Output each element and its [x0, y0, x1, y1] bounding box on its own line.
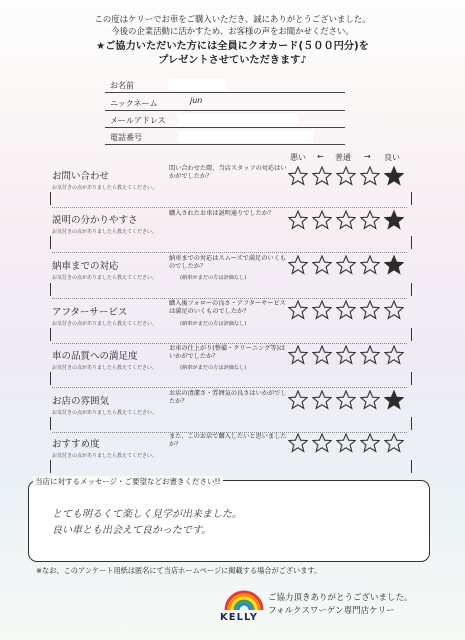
scale-bad: 悪い [290, 153, 306, 162]
star-outline-icon[interactable] [312, 255, 332, 275]
name-redaction [168, 79, 226, 91]
shop-name: フォルクスワーゲン専門店ケリー [268, 606, 395, 616]
question-note: お気付きの点がありましたら教えてください。 [52, 185, 158, 191]
comment-bracket[interactable] [50, 460, 412, 473]
headline-line-1: ★ご協力いただいた方には全員にクオカード(５００円分)を [96, 41, 369, 52]
star-outline-icon[interactable] [360, 210, 380, 230]
message-label: 当店に対するメッセージ・ご要望などお書きください!! [35, 477, 221, 486]
star-outline-icon[interactable] [288, 345, 308, 365]
divider [52, 298, 407, 299]
question-title: 説明の分かりやすさ [52, 215, 138, 226]
intro-line-2: 今後の企業活動に活かすため、お客様の声をお聞かせください。 [111, 26, 354, 36]
phone-line [105, 144, 345, 145]
nickname-label: ニックネーム [110, 99, 158, 108]
question-desc: お店の清潔さ・雰囲気の良さはいかがでしたか？ [169, 390, 287, 405]
star-outline-icon[interactable] [312, 300, 332, 320]
star-outline-icon[interactable] [288, 433, 308, 453]
star-outline-icon[interactable] [360, 255, 380, 275]
star-filled-icon[interactable] [384, 255, 404, 275]
phone-label: 電話番号 [110, 133, 142, 142]
question-note: お気付きの点がありましたら教えてください。 [52, 229, 158, 235]
divider [52, 207, 407, 208]
question-title: 車の品質への満足度 [52, 351, 138, 362]
star-outline-icon[interactable] [360, 300, 380, 320]
message-handwriting-line-2: 良い車とも出会えて良かったです。 [52, 525, 212, 536]
comment-bracket[interactable] [50, 328, 412, 341]
rainbow-logo-icon [222, 584, 266, 612]
question-note: お気付きの点がありましたら教えてください。 [52, 453, 158, 459]
star-outline-icon[interactable] [336, 390, 356, 410]
question-note: お気付きの点がありましたら教えてください。 [52, 275, 158, 281]
intro-line-1: この度はケリーでお車をご購入いただき、誠にありがとうございました。 [94, 14, 371, 24]
star-outline-icon[interactable] [288, 255, 308, 275]
scale-right-arrow: → [364, 152, 371, 161]
star-outline-icon[interactable] [288, 300, 308, 320]
star-outline-icon[interactable] [288, 166, 308, 186]
question-note: お気付きの点がありましたら教えてください。 [52, 365, 158, 371]
question-title: お問い合わせ [52, 171, 110, 182]
star-outline-icon[interactable] [384, 300, 404, 320]
star-filled-icon[interactable] [384, 210, 404, 230]
star-outline-icon[interactable] [384, 433, 404, 453]
question-note: お気付きの点がありましたら教えてください。 [52, 321, 158, 327]
star-outline-icon[interactable] [336, 255, 356, 275]
thanks-text: ご協力頂きありがとうございました。 [268, 593, 413, 603]
comment-bracket[interactable] [50, 192, 412, 205]
star-outline-icon[interactable] [336, 345, 356, 365]
message-handwriting-line-1: とても明るくて楽しく見学が出来ました。 [52, 509, 242, 520]
email-redaction [178, 114, 298, 126]
headline-line-2: プレゼントさせていただきます♪ [158, 55, 307, 66]
star-outline-icon[interactable] [336, 300, 356, 320]
divider [52, 252, 407, 253]
question-desc: 問い合わせた際、当店スタッフの対応はいかがでしたか？ [169, 165, 287, 180]
star-outline-icon[interactable] [384, 345, 404, 365]
question-note: お気付きの点がありましたら教えてください。 [52, 410, 158, 416]
footnote: ※なお、このアンケート用紙は匿名にて当店ホームページに掲載する場合がございます。 [36, 566, 322, 575]
question-title: お店の雰囲気 [52, 396, 110, 407]
star-outline-icon[interactable] [312, 390, 332, 410]
star-outline-icon[interactable] [312, 433, 332, 453]
question-desc: 購入されたお車は説明通りでしたか？ [169, 210, 275, 217]
star-outline-icon[interactable] [312, 345, 332, 365]
comment-bracket[interactable] [50, 236, 412, 249]
question-title: おすすめ度 [52, 439, 100, 450]
question-title: アフターサービス [52, 307, 128, 318]
star-outline-icon[interactable] [336, 210, 356, 230]
star-outline-icon[interactable] [336, 433, 356, 453]
star-outline-icon[interactable] [312, 166, 332, 186]
scale-left-arrow: ← [317, 152, 324, 161]
question-sub: (納車がまだの方は評価なし) [180, 321, 247, 327]
star-outline-icon[interactable] [360, 166, 380, 186]
name-line [105, 92, 345, 93]
question-title: 納車までの対応 [52, 261, 119, 272]
question-desc: お車の仕上がり(整備・クリーニング等)はいかがでしたか？ [169, 345, 286, 360]
star-filled-icon[interactable] [384, 166, 404, 186]
comment-bracket[interactable] [50, 372, 412, 385]
divider [52, 343, 407, 344]
nickname-value: jun [190, 96, 203, 105]
name-label: お名前 [110, 81, 134, 90]
comment-bracket[interactable] [50, 417, 412, 430]
question-sub: (納車がまだの方は評価なし) [180, 365, 247, 371]
star-outline-icon[interactable] [312, 210, 332, 230]
comment-bracket[interactable] [50, 283, 412, 296]
star-filled-icon[interactable] [384, 390, 404, 410]
star-outline-icon[interactable] [360, 390, 380, 410]
star-outline-icon[interactable] [360, 433, 380, 453]
star-outline-icon[interactable] [360, 345, 380, 365]
question-sub: (納車がまだの方は評価なし) [180, 275, 247, 281]
star-outline-icon[interactable] [288, 390, 308, 410]
question-desc: 購入後フォローの良さ・アフターサービスは満足のいくものでしたか？ [169, 300, 286, 315]
scale-good: 良い [384, 153, 400, 162]
email-label: メールアドレス [110, 116, 166, 125]
star-outline-icon[interactable] [336, 166, 356, 186]
kelly-logo: KELLY [220, 612, 259, 623]
question-desc: また、このお店で購入したいと思いましたか？ [169, 433, 287, 448]
question-desc: 納車までの対応はスムーズで満足のいくものでしたか？ [169, 255, 286, 270]
nickname-line [105, 110, 345, 111]
scale-normal: 普通 [335, 153, 351, 162]
divider [52, 387, 407, 388]
phone-redaction [178, 131, 313, 143]
email-line [105, 127, 345, 128]
star-outline-icon[interactable] [288, 210, 308, 230]
